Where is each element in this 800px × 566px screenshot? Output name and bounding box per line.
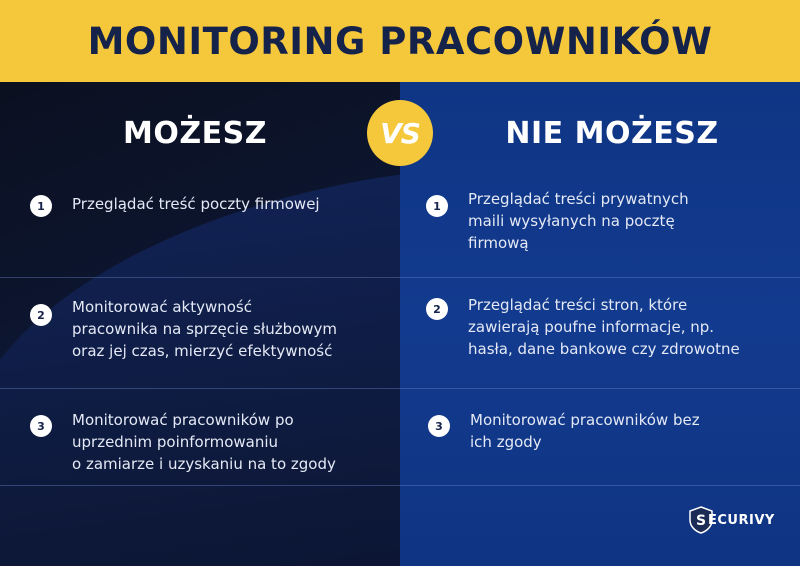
- divider: [0, 388, 800, 389]
- number-badge: 2: [30, 304, 52, 326]
- number-badge: 1: [30, 195, 52, 217]
- item-text: Przeglądać treści stron, które zawierają poufne informacje, np. hasła, dane bankowe czy zdrowotne: [468, 296, 740, 358]
- number-badge: 3: [30, 415, 52, 437]
- header-banner: [0, 0, 800, 82]
- right-column-title: NIE MOŻESZ: [505, 116, 719, 151]
- right-item-1: [426, 188, 786, 254]
- item-text: Monitorować aktywność pracownika na sprzęcie służbowym oraz jej czas, mierzyć efektywność: [72, 298, 338, 360]
- right-item-2: [426, 294, 796, 360]
- item-text: Monitorować pracowników bez ich zgody: [470, 411, 700, 451]
- background-sweep: [0, 168, 400, 566]
- logo-text: ECURIVY: [708, 512, 775, 528]
- left-item-1: [30, 193, 380, 217]
- left-item-2: [30, 296, 385, 362]
- right-item-3: [428, 409, 788, 453]
- left-item-3: [30, 409, 385, 475]
- number-badge: 1: [426, 195, 448, 217]
- number-badge: 2: [426, 298, 448, 320]
- item-text: Przeglądać treści prywatnych maili wysyłanych na pocztę firmową: [468, 190, 689, 252]
- item-text: Monitorować pracowników po uprzednim poinformowaniu o zamiarze i uzyskaniu na to zgody: [72, 411, 336, 473]
- left-column-title: MOŻESZ: [123, 116, 267, 151]
- securivy-logo: [688, 506, 775, 534]
- item-text: Przeglądać treść poczty firmowej: [72, 195, 320, 213]
- page-title: MONITORING PRACOWNIKÓW: [87, 19, 713, 63]
- number-badge: 3: [428, 415, 450, 437]
- vs-badge: VS: [367, 100, 433, 166]
- divider: [0, 485, 800, 486]
- divider: [0, 277, 800, 278]
- logo-letter: S: [695, 513, 707, 529]
